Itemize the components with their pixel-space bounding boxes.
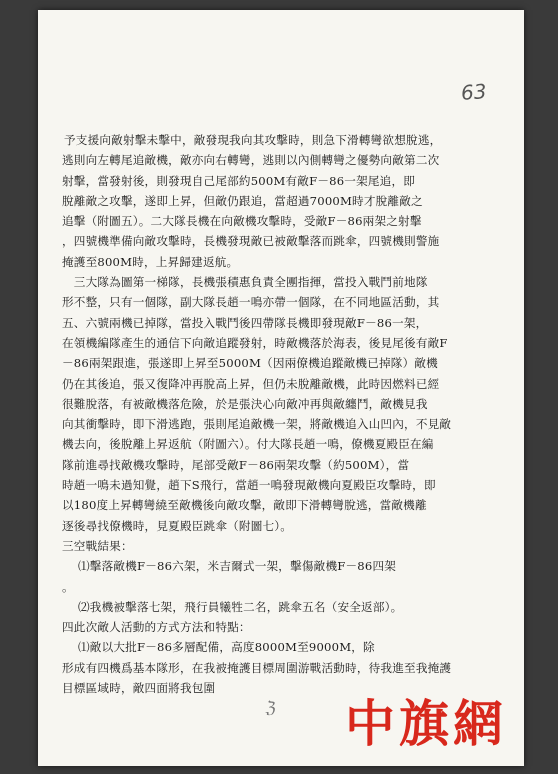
text-line: 予支援向敵射擊未擊中，敵發現我向其攻擊時，則急下滑轉彎欲想脫逃， <box>64 133 442 147</box>
text-line: 脫離敵之攻擊，遂即上昇，但敵仍跟追，當超過7000M時才脫離敵之 <box>62 193 423 208</box>
text-line: 機去向，後脫離上昇返航（附圖六）。付大隊長趙一鳴，僚機夏殿臣在編 <box>62 437 434 452</box>
feature-item-cont: 目標區域時，敵四面將我包圍 <box>62 681 216 696</box>
document-page <box>38 10 524 766</box>
text-line: －86兩架跟進，張遂即上昇至5000M（因兩僚機追蹤敵機已掉隊）敵機 <box>62 356 438 371</box>
result-item-cont: 。 <box>62 579 74 594</box>
result-item: ⑴擊落敵機F－86六架，米吉爾式一架，擊傷敵機F－86四架 <box>78 559 397 574</box>
text-line: 逐後尋找僚機時，見夏殿臣跳傘（附圖七）。 <box>62 518 293 533</box>
text-line: 向其衝擊時，即下滑逃跑，張則尾追敵機一架，將敵機追入山凹內，不見敵 <box>62 417 452 432</box>
document-body <box>62 130 504 698</box>
text-line: 五、六號兩機已掉隊，當投入戰鬥後四帶隊長機即發現敵F－86一架， <box>62 315 428 330</box>
text-line: ，四號機準備向敵攻擊時，長機發現敵已被敵擊落而跳傘，四號機則警施 <box>62 234 440 249</box>
text-line: 形不整，只有一個隊，副大隊長趙一鳴亦帶一個隊，在不同地區活動，其 <box>62 295 440 310</box>
text-line: 很難脫落，有被敵機落危險，於是張決心向敵冲再與敵纏鬥，敵機見我 <box>62 396 428 411</box>
text-line: 三大隊為圖第一梯隊，長機張積惠負責全團指揮，當投入戰鬥前地隊 <box>62 275 428 290</box>
section-heading: 四此次敵人活動的方式方法和特點： <box>62 620 251 635</box>
text-line: 射擊，當發射後，則發現自己尾部約500M有敵F－86一架尾追，即 <box>62 173 416 188</box>
text-line: 逃則向左轉尾追敵機，敵亦向右轉彎，逃則以內側轉彎之優勢向敵第二次 <box>62 153 440 168</box>
text-line: 時趙一鳴未過知覺，趙下S飛行，當趙一鳴發現敵機向夏殿臣攻擊時，即 <box>62 478 436 493</box>
result-item: ⑵我機被擊落七架，飛行員犧牲二名，跳傘五名（安全返部）。 <box>78 599 403 614</box>
feature-item-cont: 形成有四機爲基本隊形，在我被掩護目標周圍游戰活動時，待我進至我掩護 <box>62 660 452 675</box>
text-line: 追擊（附圖五）。二大隊長機在向敵機攻擊時，受敵F－86兩架之射擊 <box>62 214 422 229</box>
feature-item: ⑴敵以大批F－86多層配備，高度8000M至9000M，除 <box>78 640 375 655</box>
page-number: 63 <box>459 79 487 105</box>
text-line: 在領機編隊產生的通信下向敵追蹤發射，時敵機落於海表，後見尾後有敵F <box>62 335 448 350</box>
text-line: 掩護至800M時，上昇歸建返航。 <box>62 254 239 269</box>
text-line: 仍在其後追，張又復降冲再脫高上昇，但仍未脫離敵機，此時因燃料已經 <box>62 376 440 391</box>
text-line: 以180度上昇轉彎繞至敵機後向敵攻擊，敵即下滑轉彎脫逃，當敵機離 <box>62 498 427 513</box>
text-line: 隊前進尋找敵機攻擊時，尾部受敵F－86兩架攻擊（約500M），當 <box>62 457 410 472</box>
section-heading: 三空戰結果： <box>62 538 133 553</box>
site-watermark: 中旗網 <box>345 694 507 753</box>
margin-mark: ℨ <box>264 697 278 718</box>
